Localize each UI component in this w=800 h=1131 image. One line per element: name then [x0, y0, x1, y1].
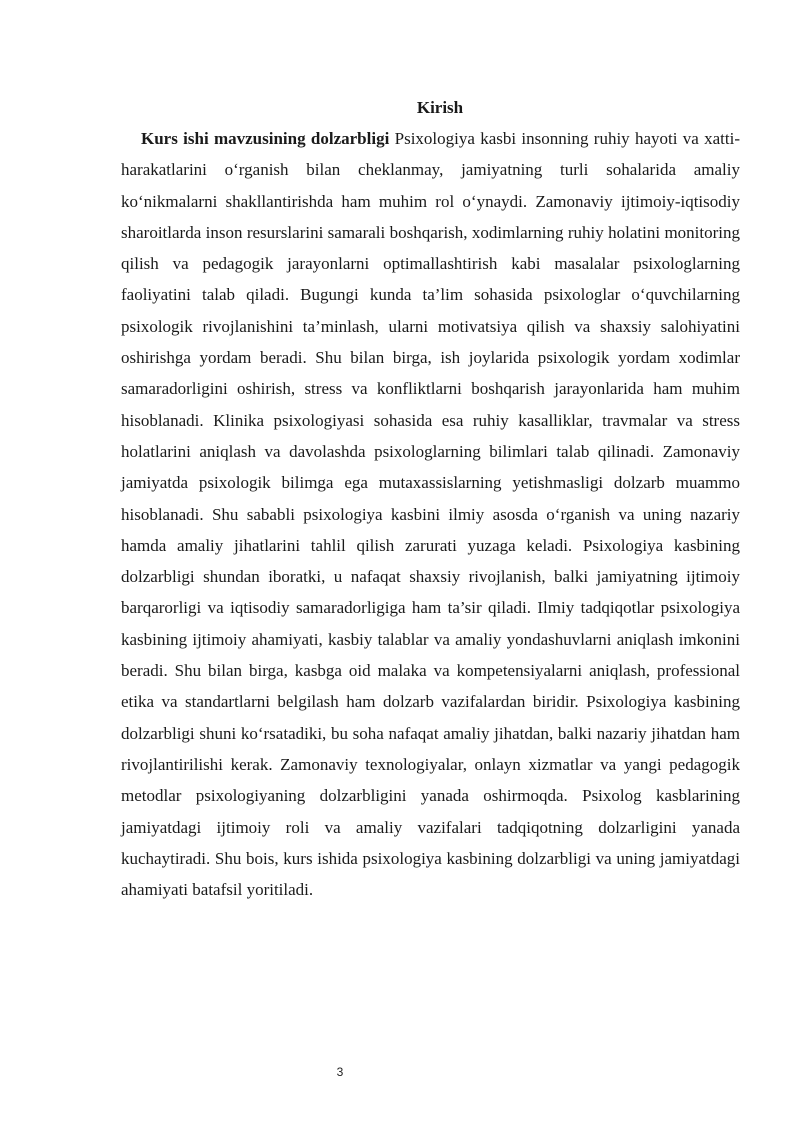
page-number: 3 [336, 1065, 344, 1079]
paragraph-text: Psixologiya kasbi insonning ruhiy hayoti va xatti-harakatlarini o‘rganish bilan cheklanmay, jamiyatning turli sohalarida amaliy ko‘nikmalarni shakllantirishda ham muhim rol o‘ynaydi. Zamonaviy ijtimoiy-iqtisodiy sharoitlarda inson resurslarini samarali boshqarish, xodimlarning ruhiy holatini monitoring qilish va pedagogik jarayonlarni optimallashtirish kabi masalalar psixologlarning faoliyatini talab qiladi. Bugungi kunda ta’lim sohasida psixologlar o‘quvchilarning psixologik rivojlanishini ta’minlash, ularni motivatsiya qilish va shaxsiy salohiyatini oshirishga yordam beradi. Shu bilan birga, ish joylarida psixologik yordam xodimlar samaradorligini oshirish, stress va konfliktlarni boshqarish jarayonlarida ham muhim hisoblanadi. Klinika psixologiyasi sohasida esa ruhiy kasalliklar, travmalar va stress holatlarini aniqlash va davolashda psixologlarning bilimlari talab qilinadi. Zamonaviy jamiyatda psixologik bilimga ega mutaxassislarning yetishmasligi dolzarb muammo hisoblanadi. Shu sababli psixologiya kasbini ilmiy asosda o‘rganish va uning nazariy hamda amaliy jihatlarini tahlil qilish zarurati yuzaga keladi. Psixologiya kasbining dolzarbligi shundan iboratki, u nafaqat shaxsiy rivojlanish, balki jamiyatning ijtimoiy barqarorligi va iqtisodiy samaradorligiga ham ta’sir qiladi. Ilmiy tadqiqotlar psixologiya kasbining ijtimoiy ahamiyati, kasbiy talablar va amaliy yondashuvlarni aniqlash imkonini beradi. Shu bilan birga, kasbga oid malaka va kompetensiyalarni aniqlash, professional etika va standartlarni belgilash ham dolzarb vazifalardan biridir. Psixologiya kasbining dolzarbligi shuni ko‘rsatadiki, bu soha nafaqat amaliy jihatdan, balki nazariy jihatdan ham rivojlantirilishi kerak. Zamonaviy texnologiyalar, onlayn xizmatlar va yangi pedagogik metodlar psixologiyaning dolzarbligini yanada oshirmoqda. Psixolog kasblarining jamiyatdagi ijtimoiy roli va amaliy vazifalari tadqiqotning dolzarligini yanada kuchaytiradi. Shu bois, kurs ishida psixologiya kasbining dolzarbligi va uning jamiyatdagi ahamiyati batafsil yoritiladi. [121, 129, 741, 900]
section-heading: Kirish [416, 98, 464, 117]
paragraph-lead: Kurs ishi mavzusining dolzarbligi [141, 129, 390, 148]
body-paragraph [121, 123, 740, 905]
